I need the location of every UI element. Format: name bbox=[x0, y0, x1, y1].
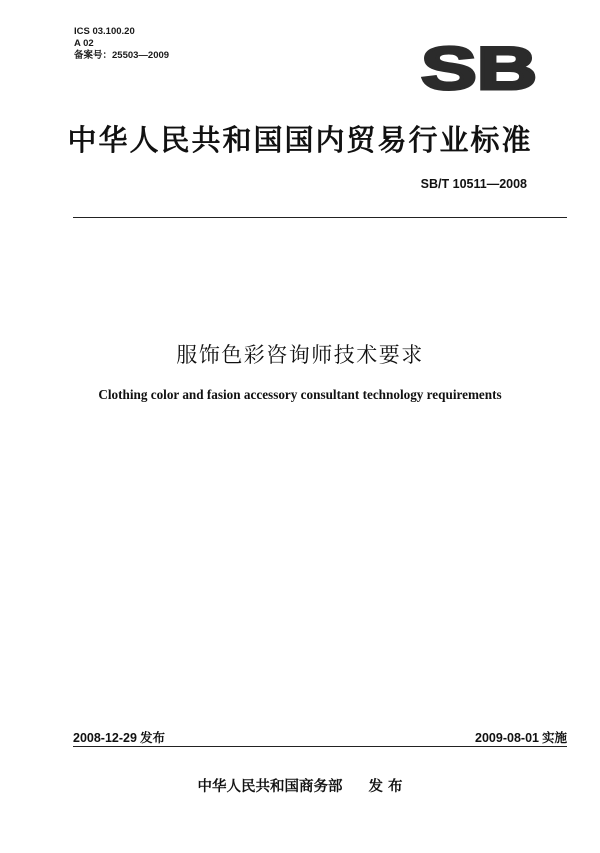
issuer-action: 发 布 bbox=[368, 779, 403, 795]
issuer-line bbox=[0, 775, 600, 796]
sb-logo-graphic bbox=[420, 44, 538, 92]
standard-title: 中华人民共和国国内贸易行业标准 bbox=[67, 123, 533, 157]
release-date: 2008-12-29 bbox=[73, 731, 137, 745]
implement-date: 2009-08-01 bbox=[475, 731, 539, 745]
ics-code: ICS 03.100.20 bbox=[74, 26, 135, 37]
release-label: 发布 bbox=[139, 731, 165, 745]
sb-logo bbox=[420, 44, 538, 92]
document-title-cn: 服饰色彩咨询师技术要求 bbox=[176, 343, 424, 367]
implement-date-line bbox=[475, 728, 567, 746]
sb-logo-text: SB bbox=[421, 44, 537, 92]
standard-number: SB/T 10511—2008 bbox=[420, 177, 527, 191]
classification-block bbox=[74, 26, 169, 62]
release-date-line bbox=[73, 728, 165, 746]
document-title-en: Clothing color and fasion accessory consultant technology requirements bbox=[98, 387, 502, 402]
implement-label: 实施 bbox=[541, 731, 567, 745]
filing-number: 备案号：25503—2009 bbox=[74, 50, 170, 61]
issuer-name: 中华人民共和国商务部 bbox=[197, 779, 343, 795]
category-code: A 02 bbox=[74, 38, 94, 49]
footer-divider bbox=[73, 746, 567, 747]
header-divider bbox=[73, 217, 567, 218]
